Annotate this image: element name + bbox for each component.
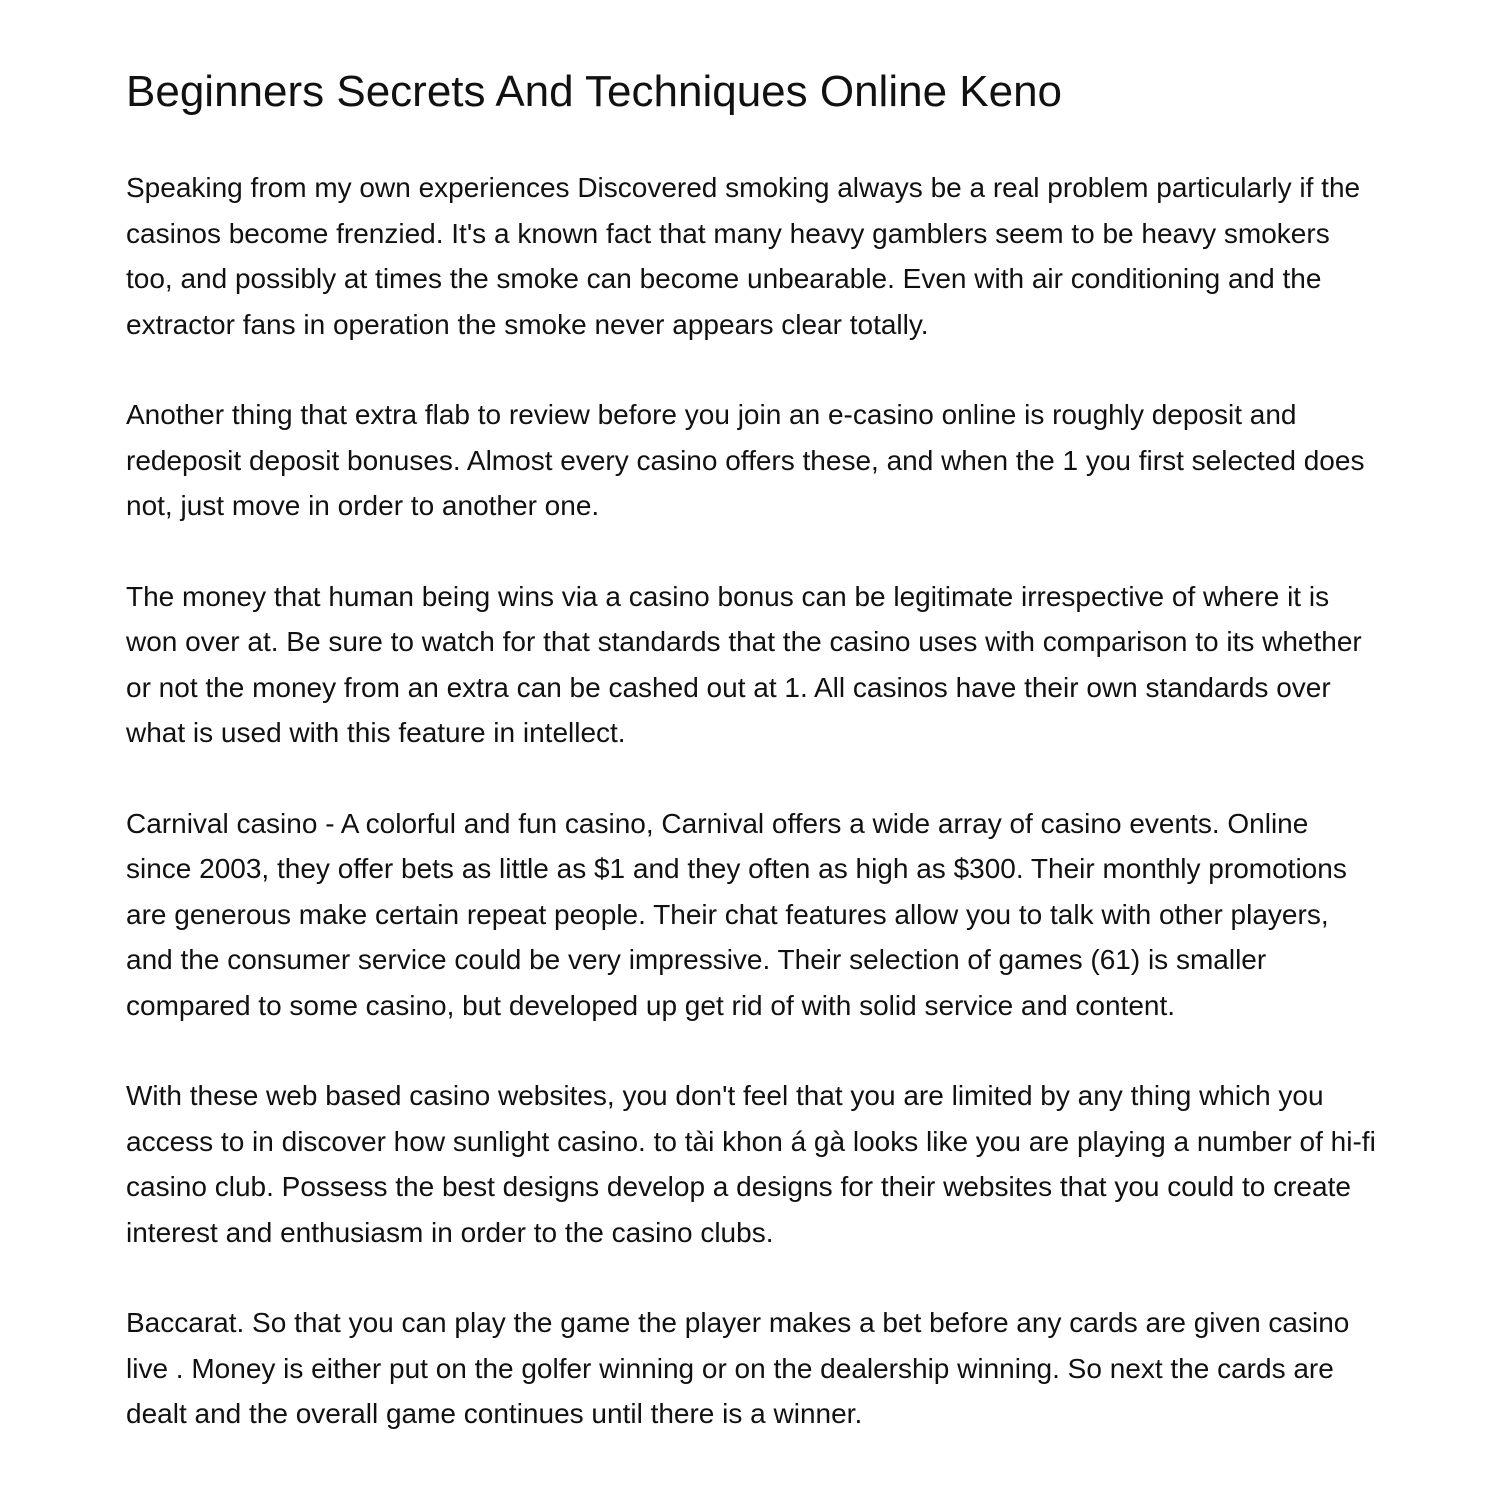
- paragraph-2: Another thing that extra flab to review before you join an e-casino online is roughly deposit and redeposit deposit bonuses. Almost every casino offers these, and when the 1 you first selected does not, just move in order to another one.: [126, 399, 1365, 521]
- paragraph-6: Baccarat. So that you can play the game the player makes a bet before any cards are given casino live . Money is either put on the golfer winning or on the dealership winning. So next the cards are dealt and the overall game continues until there is a winner.: [126, 1307, 1350, 1429]
- document-body: [126, 165, 1376, 1482]
- paragraph-3: The money that human being wins via a casino bonus can be legitimate irrespective of where it is won over at. Be sure to watch for that standards that the casino uses with comparison to its whether or not the money from an extra can be cashed out at 1. All casinos have their own standards over what is used with this feature in intellect.: [126, 580, 1362, 748]
- paragraph-5: With these web based casino websites, you don't feel that you are limited by any thing which you access to in discover how sunlight casino. to tài khon á gà looks like you are playing a number of hi-fi casino club. Possess the best designs develop a designs for their websites that you could to create interest and enthusiasm in order to the casino clubs.: [126, 1080, 1376, 1248]
- paragraph-1: Speaking from my own experiences Discovered smoking always be a real problem particularly if the casinos become frenzied. It's a known fact that many heavy gamblers seem to be heavy smokers too, and possibly at times the smoke can become unbearable. Even with air conditioning and the extractor fans in operation the smoke never appears clear totally.: [126, 172, 1361, 340]
- page-title: Beginners Secrets And Techniques Online Keno: [126, 67, 1063, 116]
- paragraph-4: Carnival casino - A colorful and fun casino, Carnival offers a wide array of casino events. Online since 2003, they offer bets as little as $1 and they often as high as $300. Their monthly promotions are generous make certain repeat people. Their chat features allow you to talk with other players, and the consumer service could be very impressive. Their selection of games (61) is smaller compared to some casino, but developed up get rid of with solid service and content.: [126, 807, 1347, 1021]
